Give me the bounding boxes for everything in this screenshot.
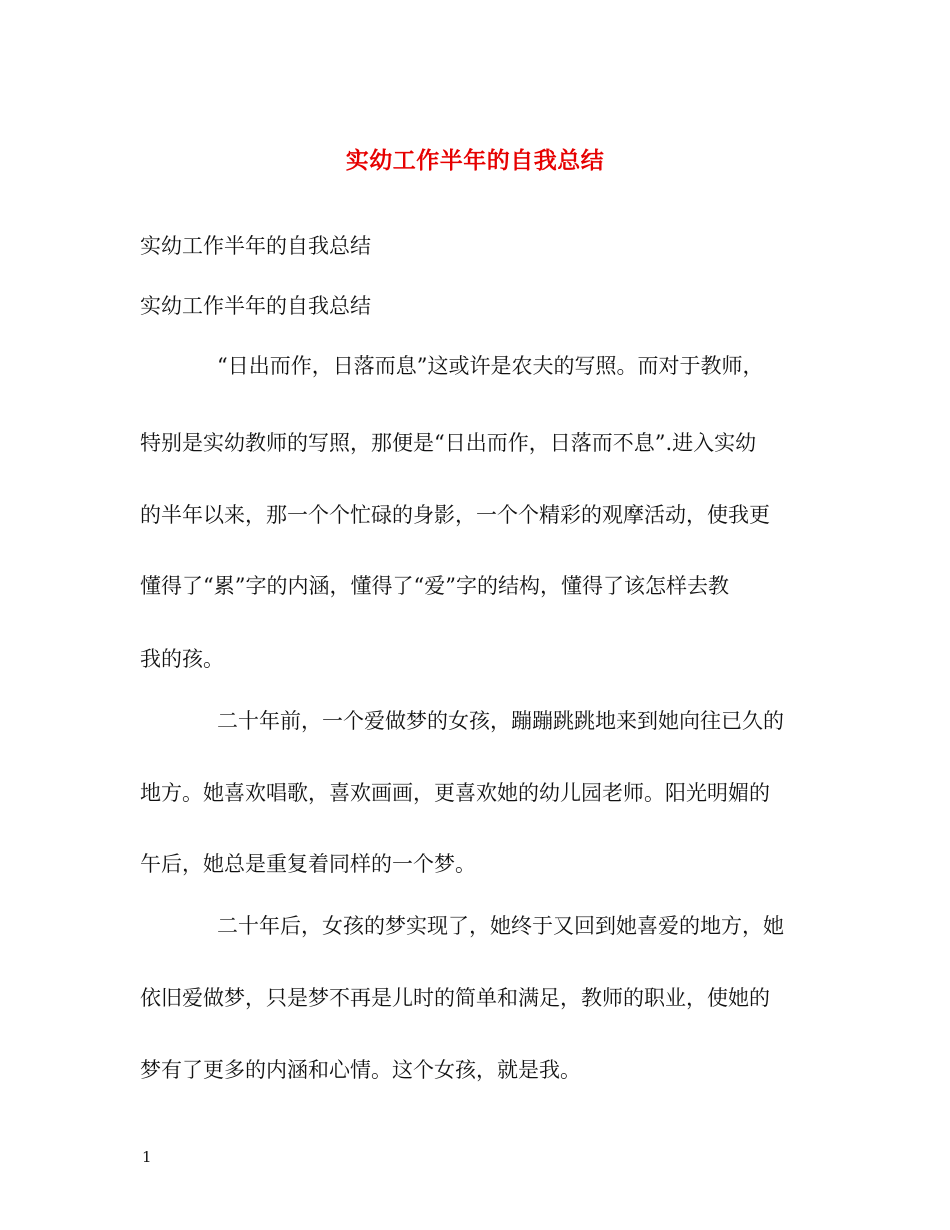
paragraph-2-line-2: 地方。她喜欢唱歌，喜欢画画，更喜欢她的幼儿园老师。阳光明媚的: [140, 781, 770, 805]
subtitle-line-2: 实幼工作半年的自我总结: [140, 294, 371, 318]
paragraph-2-line-3: 午后，她总是重复着同样的一个梦。: [140, 852, 476, 876]
paragraph-3-line-2: 依旧爱做梦，只是梦不再是儿时的简单和满足，教师的职业，使她的: [140, 986, 770, 1010]
paragraph-1-line-1: “日出而作，日落而息”这或许是农夫的写照。而对于教师，: [217, 354, 764, 378]
paragraph-3-line-3: 梦有了更多的内涵和心情。这个女孩，就是我。: [140, 1058, 581, 1082]
subtitle-line-1: 实幼工作半年的自我总结: [140, 234, 371, 258]
document-title: 实幼工作半年的自我总结: [345, 147, 605, 174]
paragraph-1-line-4: 懂得了“累”字的内涵，懂得了“爱”字的结构，懂得了该怎样去教: [140, 574, 729, 598]
paragraph-2-line-1: 二十年前，一个爱做梦的女孩，蹦蹦跳跳地来到她向往已久的: [217, 709, 784, 733]
page-number: 1: [142, 1148, 152, 1166]
paragraph-1-line-2: 特别是实幼教师的写照，那便是“日出而作，日落而不息”.进入实幼: [140, 431, 757, 455]
paragraph-3-line-1: 二十年后，女孩的梦实现了，她终于又回到她喜爱的地方，她: [217, 914, 784, 938]
paragraph-1-line-5: 我的孩。: [140, 647, 224, 671]
paragraph-1-line-3: 的半年以来，那一个个忙碌的身影，一个个精彩的观摩活动，使我更: [140, 503, 770, 527]
